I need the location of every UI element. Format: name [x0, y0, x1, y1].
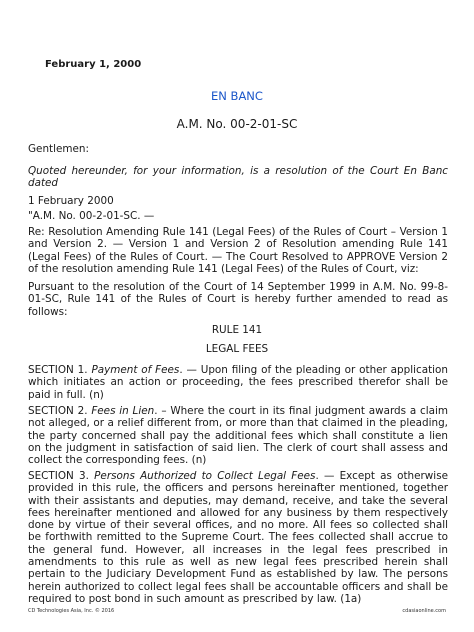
rule-title: RULE 141	[211, 324, 263, 336]
case-number: A.M. No. 00-2-01-SC	[176, 117, 298, 131]
section-2	[28, 405, 448, 466]
salutation: Gentlemen:	[28, 143, 89, 155]
section-2-label: SECTION 2.	[28, 405, 88, 417]
section-1	[28, 364, 448, 401]
re-paragraph: Re: Resolution Amending Rule 141 (Legal Fees) of the Rules of Court – Version 1 and Version 2. — Version 1 and Version 2 of Resolution amending Rule 141 (Legal Fees) of the Rules of Court. — The Court Resolved to APPROVE Version 2 of the resolution amending Rule 141 (Legal Fees) of the Rules of Court, viz:	[28, 226, 448, 275]
section-3-title: Persons Authorized to Collect Legal Fees	[94, 470, 316, 482]
footer-copyright: CD Technologies Asia, Inc. © 2016	[28, 608, 115, 614]
rule-subtitle: LEGAL FEES	[205, 343, 269, 355]
section-1-title: Payment of Fees	[91, 364, 180, 376]
intro-paragraph: Quoted hereunder, for your information, is a resolution of the Court En Banc dated	[28, 165, 448, 190]
section-1-label: SECTION 1.	[28, 364, 88, 376]
section-1-text: . — Upon filing of the pleading or other application which initiates an action or proceeding, the fees prescribed therefor shall be paid in full. (n)	[28, 364, 448, 401]
court-division: EN BANC	[211, 89, 263, 103]
section-2-text: . – Where the court in its final judgment awards a claim not alleged, or a relief different from, or more than that claimed in the pleading, the party concerned shall pay the additional fees which shall constitute a lien on the judgment in satisfaction of said lien. The clerk of court shall assess and collect the corresponding fees. (n)	[28, 405, 448, 467]
pursuant-paragraph: Pursuant to the resolution of the Court of 14 September 1999 in A.M. No. 99-8-01-SC, Rule 141 of the Rules of Court is hereby further amended to read as follows:	[28, 281, 448, 318]
section-3	[28, 470, 448, 605]
footer-website: cdasiaonline.com	[402, 608, 446, 614]
section-2-title: Fees in Lien	[91, 405, 155, 417]
section-3-text: . — Except as otherwise provided in this rule, the officers and persons hereinafter mentioned, together with their assistants and deputies, may demand, receive, and take the several fees hereinafter mentioned and allowed for any business by them respectively done by virtue of their several offices, and no more. All fees so collected shall be forthwith remitted to the Supreme Court. The fees collected shall accrue to the general fund. However, all increases in the legal fees prescribed in amendments to this rule as well as new legal fees prescribed herein shall pertain to the Judiciary Development Fund as established by law. The persons herein authorized to collect legal fees shall be accountable officers and shall be required to post bond in such amount as prescribed by law. (1a)	[28, 470, 448, 605]
resolution-date: 1 February 2000	[28, 195, 114, 207]
section-3-label: SECTION 3.	[28, 470, 89, 482]
quote-opening: "A.M. No. 00-2-01-SC. —	[28, 210, 155, 222]
document-date: February 1, 2000	[45, 59, 142, 70]
